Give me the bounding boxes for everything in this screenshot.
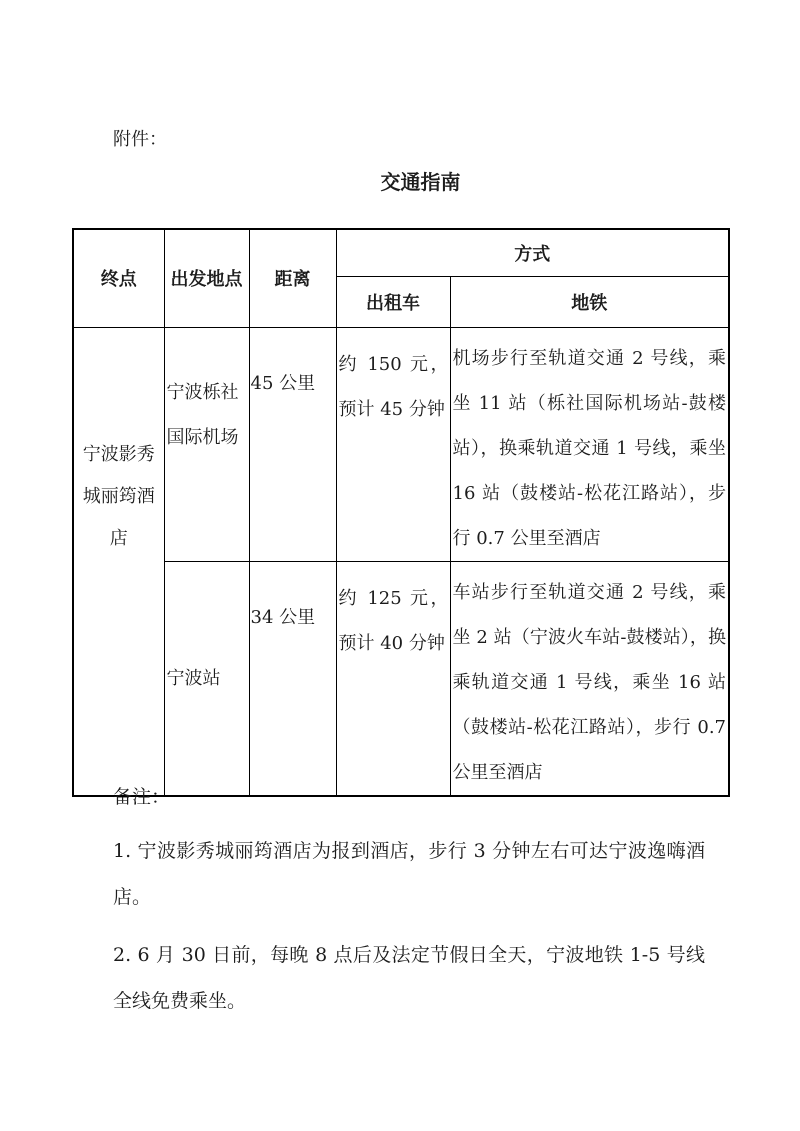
col-header-distance: 距离 (249, 229, 336, 327)
traffic-guide-table (72, 228, 730, 797)
note-item-2: 2. 6 月 30 日前，每晚 8 点后及法定节假日全天，宁波地铁 1-5 号线全线免费乘坐。 (113, 944, 705, 1012)
table-row-railway-station (73, 561, 729, 796)
table-row-airport (73, 327, 729, 561)
cell-taxi-station: 约 125 元，预计 40 分钟 (336, 561, 450, 796)
cell-subway-station: 车站步行至轨道交通 2 号线，乘坐 2 站（宁波火车站-鼓楼站），换乘轨道交通 1 号线，乘坐 16 站（鼓楼站-松花江路站），步行 0.7 公里至酒店 (450, 561, 729, 796)
page-title: 交通指南 (380, 170, 461, 194)
cell-departure-airport: 宁波栎社国际机场 (164, 327, 249, 561)
cell-departure-station: 宁波站 (164, 561, 249, 796)
notes-section (113, 784, 705, 1024)
cell-subway-airport: 机场步行至轨道交通 2 号线，乘坐 11 站（栎社国际机场站-鼓楼站），换乘轨道交通 1 号线，乘坐 16 站（鼓楼站-松花江路站），步行 0.7 公里至酒店 (450, 327, 729, 561)
note-item-1: 1. 宁波影秀城丽筠酒店为报到酒店，步行 3 分钟左右可达宁波逸嗨酒店。 (113, 840, 705, 908)
cell-destination-hotel: 宁波影秀城丽筠酒店 (73, 327, 164, 796)
cell-distance-station: 34 公里 (249, 561, 336, 796)
cell-taxi-airport: 约 150 元，预计 45 分钟 (336, 327, 450, 561)
attachment-label: 附件： (113, 129, 167, 150)
cell-distance-airport: 45 公里 (249, 327, 336, 561)
col-header-taxi: 出租车 (336, 276, 450, 327)
col-header-method: 方式 (336, 229, 729, 276)
notes-label: 备注： (113, 786, 171, 808)
col-header-destination: 终点 (73, 229, 164, 327)
col-header-departure: 出发地点 (164, 229, 249, 327)
header-row-method (73, 229, 729, 276)
col-header-subway: 地铁 (450, 276, 729, 327)
